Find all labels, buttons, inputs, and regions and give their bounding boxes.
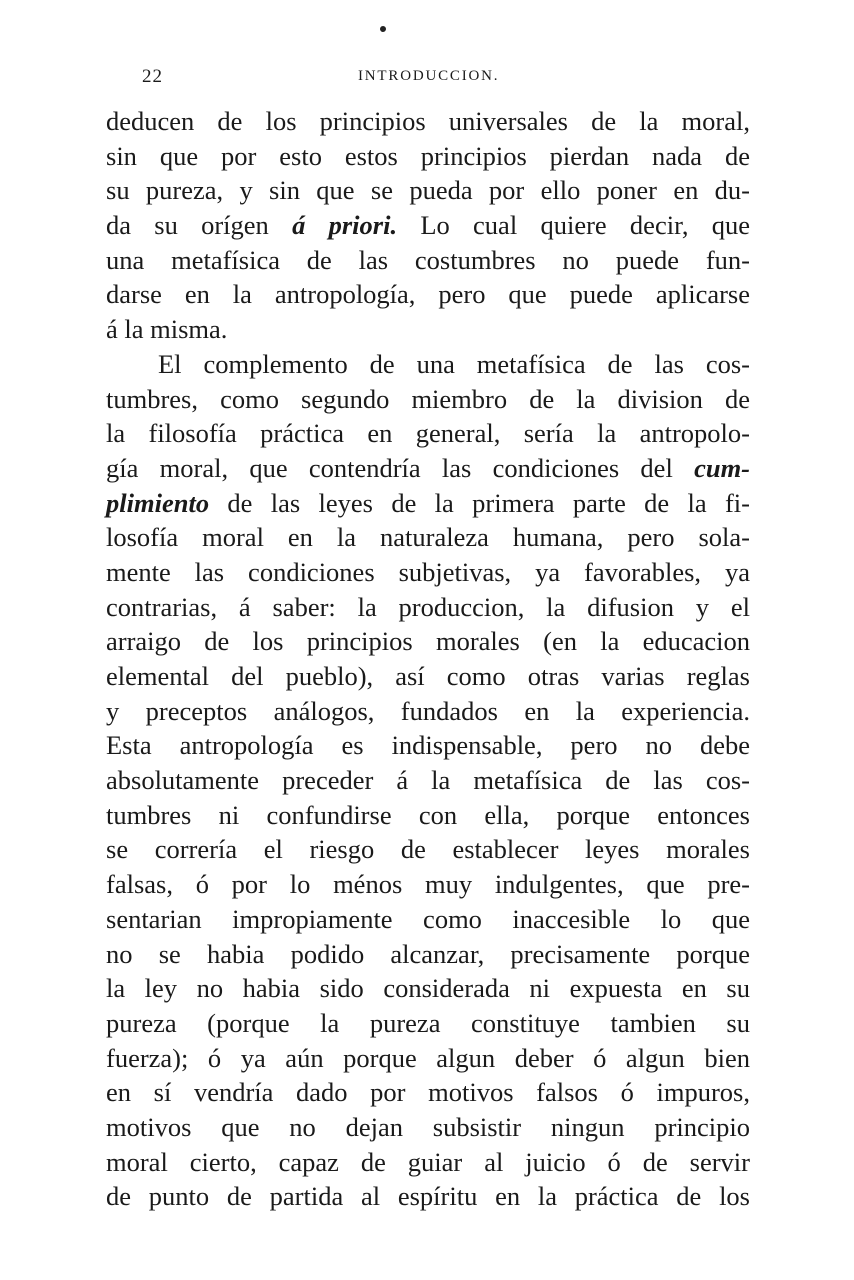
text-segment: mente las condiciones subjetivas, ya favorables, ya [106, 556, 750, 587]
italic-phrase: plimiento [106, 487, 210, 518]
text-segment: su pureza, y sin que se pueda por ello poner en du- [106, 175, 750, 206]
text-segment: deducen de los principios universales de la moral, [106, 106, 750, 136]
text-line [106, 347, 750, 382]
text-segment: absolutamente preceder á la metafísica de las cos- [106, 765, 750, 796]
text-line [106, 243, 750, 278]
text-segment: moral cierto, capaz de guiar al juicio ó de servir [106, 1146, 750, 1177]
text-segment: en sí vendría dado por motivos falsos ó impuros, [106, 1077, 750, 1108]
text-segment: fuerza); ó ya aún porque algun deber ó algun bien [106, 1042, 750, 1073]
text-segment: la filosofía práctica en general, sería la antropolo- [106, 418, 750, 449]
text-segment: se correría el riesgo de establecer leyes morales [106, 834, 750, 865]
text-segment: darse en la antropología, pero que puede aplicarse [106, 279, 750, 310]
text-line [106, 1145, 750, 1180]
text-line [106, 1075, 750, 1110]
running-title: INTRODUCCION. [358, 68, 500, 84]
text-segment: elemental del pueblo), así como otras varias reglas [106, 661, 750, 691]
text-line [106, 208, 750, 243]
text-segment: contrarias, á saber: la produccion, la difusion y el [106, 591, 750, 622]
text-line [106, 937, 750, 972]
text-line [106, 382, 750, 417]
text-segment: Esta antropología es indispensable, pero no debe [106, 730, 750, 761]
text-segment: de las leyes de la primera parte de la fi- [209, 487, 750, 518]
body-text [106, 104, 750, 1214]
text-segment: tumbres ni confundirse con ella, porque entonces [106, 799, 750, 830]
paragraph [106, 104, 750, 347]
text-line [106, 902, 750, 937]
text-segment: arraigo de los principios morales (en la educacion [106, 626, 750, 657]
text-segment: de punto de partida al espíritu en la práctica de los [106, 1181, 750, 1212]
text-segment: losofía moral en la naturaleza humana, pero sola- [106, 522, 750, 553]
text-segment: no se habia podido alcanzar, precisamente porque [106, 938, 750, 969]
text-line [106, 104, 750, 139]
page-number: 22 [142, 66, 163, 87]
text-line [106, 1110, 750, 1145]
text-line [106, 173, 750, 208]
running-head [142, 66, 752, 90]
paragraph [106, 347, 750, 1214]
text-segment: da su orígen [106, 210, 293, 241]
text-segment: motivos que no dejan subsistir ningun principio [106, 1111, 750, 1142]
text-line [106, 416, 750, 451]
text-segment: á la misma. [106, 314, 228, 345]
text-segment: El complemento de una metafísica de las cos- [158, 348, 750, 379]
text-line [106, 590, 750, 625]
text-line [106, 1006, 750, 1041]
text-line [106, 139, 750, 174]
text-line [106, 798, 750, 833]
text-segment: sin que por esto estos principios pierdan nada de [106, 140, 750, 171]
text-line [106, 624, 750, 659]
text-segment: sentarian impropiamente como inaccesible lo que [106, 903, 750, 934]
text-line [106, 1179, 750, 1214]
printer-mark [380, 26, 386, 32]
text-line [106, 971, 750, 1006]
text-line [106, 1041, 750, 1076]
text-line [106, 728, 750, 763]
text-segment: una metafísica de las costumbres no puede fun- [106, 244, 750, 275]
text-segment: gía moral, que contendría las condiciones del [106, 452, 695, 483]
text-segment: la ley no habia sido considerada ni expuesta en su [106, 973, 750, 1004]
text-line [106, 486, 750, 521]
text-line [106, 277, 750, 312]
text-line [106, 832, 750, 867]
text-line [106, 867, 750, 902]
text-segment: pureza (porque la pureza constituye tambien su [106, 1007, 750, 1038]
text-line [106, 451, 750, 486]
italic-phrase: á priori. [292, 210, 398, 241]
text-line [106, 694, 750, 729]
text-segment: Lo cual quiere decir, que [397, 210, 750, 241]
text-segment: falsas, ó por lo ménos muy indulgentes, que pre- [106, 869, 750, 900]
text-segment: y preceptos análogos, fundados en la experiencia. [106, 695, 750, 726]
text-line [106, 659, 750, 694]
text-line [106, 555, 750, 590]
text-line [106, 520, 750, 555]
italic-phrase: cum- [694, 452, 750, 483]
text-segment: tumbres, como segundo miembro de la division de [106, 383, 750, 414]
text-line [106, 312, 750, 347]
text-line [106, 763, 750, 798]
